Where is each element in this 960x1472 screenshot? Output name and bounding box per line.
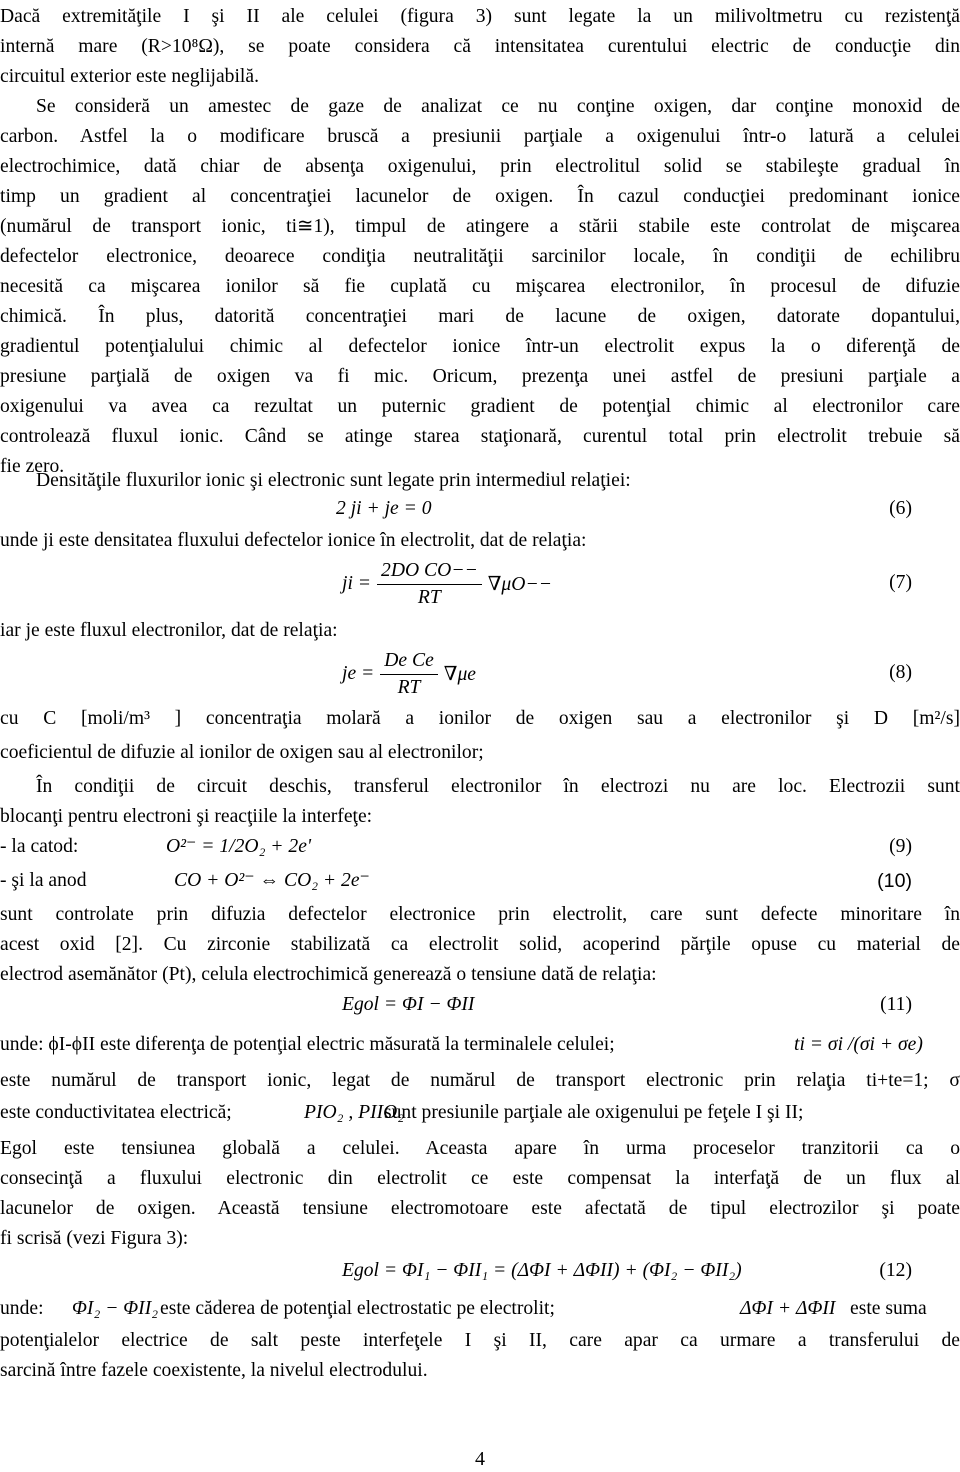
text-line: internă mare (R>10⁸Ω), se poate considera că intensitatea curentului electric de conducţie din	[0, 36, 960, 57]
text-line: blocanţi pentru electroni şi reacţiile la interfeţe:	[0, 806, 373, 827]
equation-number-7: (7)	[889, 572, 912, 593]
equation-number-10: (10)	[877, 870, 912, 892]
text-line: sunt presiunile parţiale ale oxigenului pe feţele I şi II;	[384, 1102, 804, 1123]
text-line: cu C [moli/m³ ] concentraţia molară a ionilor de oxigen sau a electronilor şi D [m²/s]	[0, 708, 960, 729]
text-line: circuitul exterior este neglijabilă.	[0, 66, 259, 87]
text-line: sarcină între fazele coexistente, la nivelul electrodului.	[0, 1360, 428, 1381]
text-line: iar je este fluxul electronilor, dat de relaţia:	[0, 620, 338, 641]
text-line: este conductivitatea electrică;	[0, 1102, 232, 1123]
text-line: fie zero.	[0, 456, 65, 477]
equation-7-gradient: ∇μO−−	[487, 574, 552, 595]
equation-11: Egol = ΦI − ΦII	[342, 994, 475, 1015]
text-line: este căderea de potenţial electrostatic pe electrolit;	[160, 1298, 555, 1319]
text-line: - la catod:	[0, 836, 79, 857]
text-line: - şi la anod	[0, 870, 87, 891]
equation-12: Egol = ΦI₁ − ΦII₁ = (ΔΦI + ΔΦII) + (ΦI₂ − ΦII₂)	[342, 1260, 742, 1281]
equation-dphi: ΔΦI + ΔΦII	[740, 1298, 836, 1319]
text-line: (numărul de transport ionic, ti≅1), timpul de atingere a stării stabile este controlat de mişcarea	[0, 216, 960, 237]
text-line: este suma	[850, 1298, 927, 1319]
text-line: Se consideră un amestec de gaze de analizat ce nu conţine oxigen, dar conţine monoxid de	[36, 96, 960, 117]
text-line: chimică. În plus, datorită concentraţiei mari de lacune de oxigen, datorate dopantului,	[0, 306, 960, 327]
equation-7-lhs: ji =	[342, 573, 372, 594]
text-line: electrod asemănător (Pt), celula electrochimică generează o tensiune dată de relaţia:	[0, 964, 657, 985]
text-line: necesită ca mişcarea ionilor să fie cuplată cu mişcarea electronilor, în procesul de difuzie	[0, 276, 960, 297]
text-line: presiune parţială de oxigen va fi mic. Oricum, prezenţa unei astfel de presiuni parţiale a	[0, 366, 960, 387]
text-line: carbon. Astfel la o modificare bruscă a presiunii parţiale a oxigenului într-o latură a celulei	[0, 126, 960, 147]
page-number: 4	[475, 1448, 485, 1470]
text-line: defectelor electronice, deoarece condiţia neutralităţii sarcinilor locale, în condiţii de echilibru	[0, 246, 960, 267]
equation-7-denominator: RT	[417, 586, 441, 608]
equation-number-11: (11)	[880, 994, 912, 1015]
text-line: unde: ϕI-ϕII este diferenţa de potenţial electric măsurată la terminalele celulei;	[0, 1034, 615, 1055]
equation-8	[342, 644, 476, 704]
equation-number-12: (12)	[879, 1260, 912, 1281]
text-line: acest oxid [2]. Cu zirconie stabilizată ca electrolit solid, acoperind părţile opuse cu material de	[0, 934, 960, 955]
equation-7	[342, 554, 552, 614]
text-line: oxigenului va avea ca rezultat un puternic gradient de potenţial chimic al electronilor care	[0, 396, 960, 417]
equation-partial-pressures: PIO₂ , PIIO₂	[304, 1102, 405, 1123]
text-line: timp un gradient al concentraţiei lacunelor de oxigen. În cazul conducţiei predominant ionice	[0, 186, 960, 207]
text-line: controlează fluxul ionic. Când se atinge starea staţionară, curentul total prin electrolit trebuie să	[0, 426, 960, 447]
equation-6: 2 ji + je = 0	[336, 498, 432, 519]
equation-7-numerator: 2DO CO−−	[377, 558, 482, 585]
equation-phi2: ΦI₂ − ΦII₂	[72, 1298, 159, 1319]
text-line: lacunelor de oxigen. Această tensiune electromotoare este afectată de tipul electrozilor şi poate	[0, 1198, 960, 1219]
equation-8-gradient: ∇μe	[443, 664, 476, 685]
equation-8-fraction	[380, 648, 438, 701]
text-line: Dacă extremităţile I şi II ale celulei (figura 3) sunt legate la un milivoltmetru cu rezistenţă	[0, 6, 960, 27]
text-line: potenţialelor electrice de salt peste interfeţele I şi II, care apar ca urmare a transferului de	[0, 1330, 960, 1351]
equation-8-numerator: De Ce	[380, 648, 438, 675]
equation-9: O²⁻ = 1/2O₂ + 2e'	[166, 836, 312, 857]
equation-number-8: (8)	[889, 662, 912, 683]
text-line: Densităţile fluxurilor ionic şi electronic sunt legate prin intermediul relaţiei:	[36, 470, 631, 491]
text-line: unde ji este densitatea fluxului defectelor ionice în electrolit, dat de relaţia:	[0, 530, 587, 551]
text-line: consecinţă a fluxului electronic din electrolit ce este compensat la interfaţă de un flux al	[0, 1168, 960, 1189]
text-line: este numărul de transport ionic, legat de numărul de transport electronic prin relaţia ti+te=1; σ	[0, 1070, 960, 1091]
text-line: electrochimice, dată chiar de absenţa oxigenului, prin electrolitul solid se stabileşte gradual în	[0, 156, 960, 177]
text-line: În condiţii de circuit deschis, transferul electronilor în electrozi nu are loc. Electrozii sunt	[36, 776, 960, 797]
text-line: gradientul potenţialului chimic al defectelor ionice într-un electrolit expus la o diferenţă de	[0, 336, 960, 357]
equation-10: CO + O²⁻ ⇔ CO₂ + 2e⁻	[174, 870, 370, 891]
text-line: Egol este tensiunea globală a celulei. Aceasta apare în urma proceselor tranzitorii ca o	[0, 1138, 960, 1159]
text-line: sunt controlate prin difuzia defectelor electronice prin electrolit, care sunt defecte minoritare în	[0, 904, 960, 925]
equation-number-9: (9)	[889, 836, 912, 857]
equation-transport-number: ti = σi /(σi + σe)	[794, 1034, 923, 1055]
equation-number-6: (6)	[889, 498, 912, 519]
equation-7-fraction	[377, 558, 482, 611]
equation-8-lhs: je =	[342, 663, 375, 684]
text-line: unde:	[0, 1298, 44, 1319]
text-line: coeficientul de difuzie al ionilor de oxigen sau al electronilor;	[0, 742, 484, 763]
text-line: fi scrisă (vezi Figura 3):	[0, 1228, 189, 1249]
equation-8-denominator: RT	[397, 676, 421, 698]
